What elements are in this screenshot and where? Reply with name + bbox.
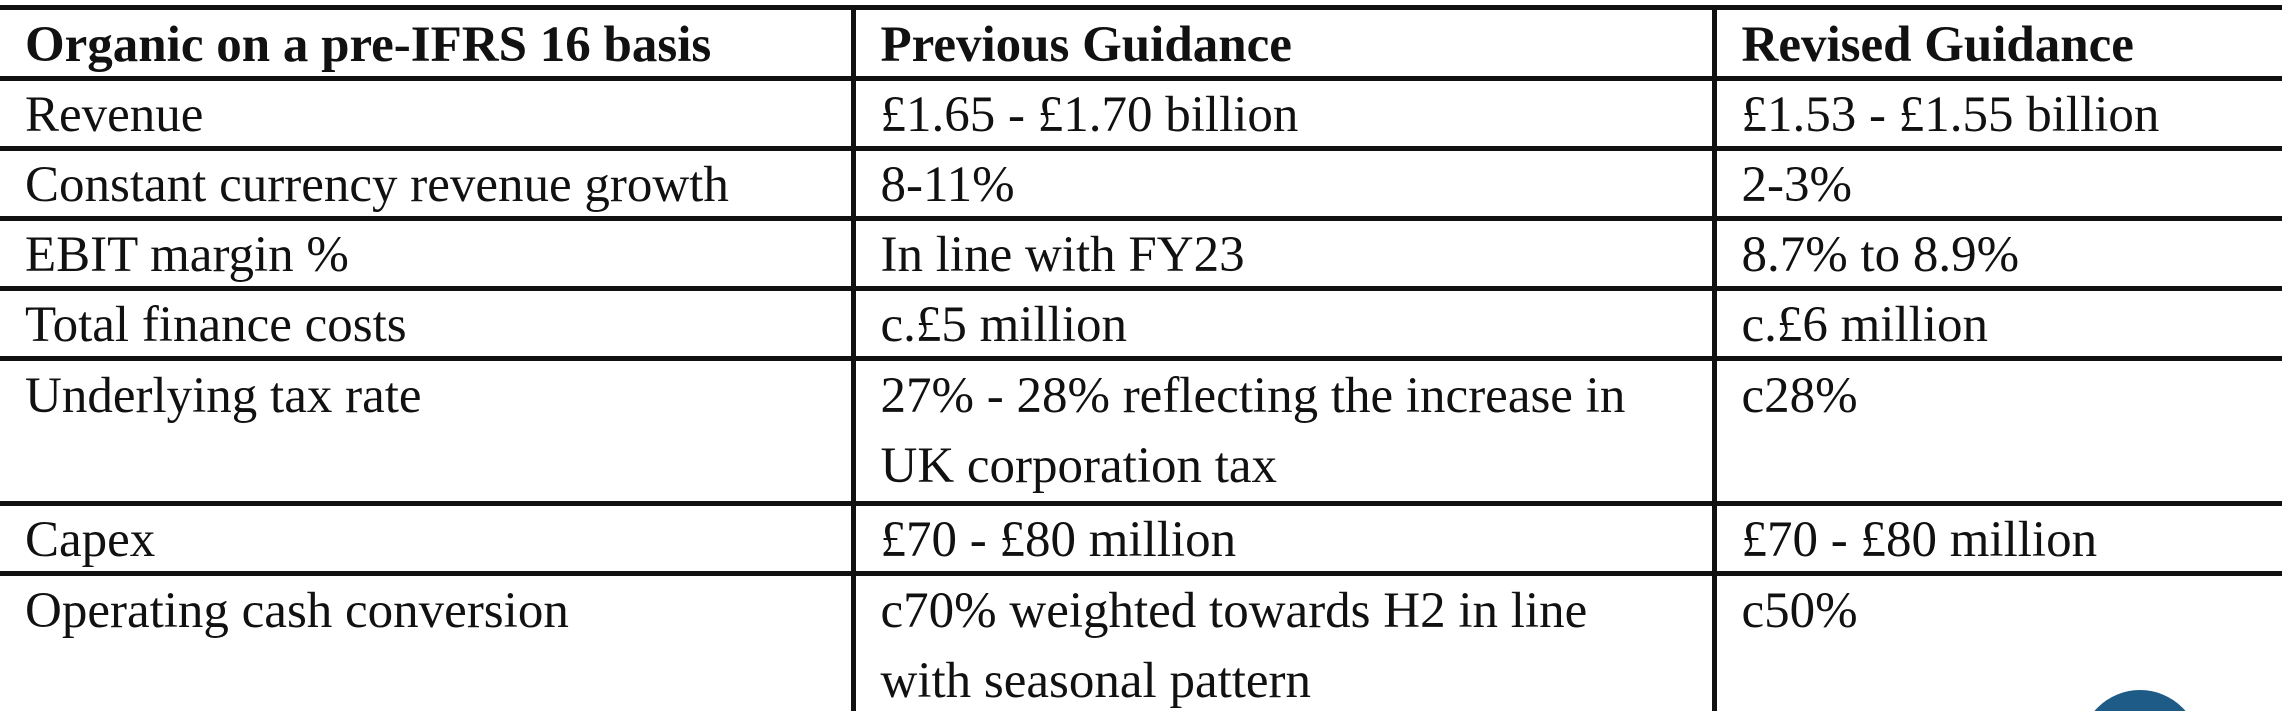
metric-cell: Underlying tax rate: [0, 359, 853, 504]
metric-cell: Operating cash conversion: [0, 574, 853, 711]
table-row: [0, 219, 2282, 289]
table-row: [0, 574, 2282, 711]
previous-guidance-cell: 27% - 28% reflecting the increase in UK corporation tax: [853, 359, 1714, 504]
revised-guidance-cell: 8.7% to 8.9%: [1714, 219, 2282, 289]
metric-cell: Capex: [0, 504, 853, 574]
table-row: [0, 289, 2282, 359]
header-metric: Organic on a pre-IFRS 16 basis: [0, 8, 853, 79]
metric-cell: Constant currency revenue growth: [0, 149, 853, 219]
table-row: [0, 79, 2282, 149]
revised-guidance-cell: c28%: [1714, 359, 2282, 504]
table-row: [0, 359, 2282, 504]
metric-cell: EBIT margin %: [0, 219, 853, 289]
table-row: [0, 149, 2282, 219]
metric-cell: Total finance costs: [0, 289, 853, 359]
header-row: [0, 8, 2282, 79]
revised-guidance-cell: £70 - £80 million: [1714, 504, 2282, 574]
revised-guidance-cell: c.£6 million: [1714, 289, 2282, 359]
revised-guidance-cell: £1.53 - £1.55 billion: [1714, 79, 2282, 149]
table-row: [0, 504, 2282, 574]
previous-guidance-cell: c70% weighted towards H2 in line with seasonal pattern: [853, 574, 1714, 711]
previous-guidance-cell: £1.65 - £1.70 billion: [853, 79, 1714, 149]
revised-guidance-cell: c50%: [1714, 574, 2282, 711]
previous-guidance-cell: 8-11%: [853, 149, 1714, 219]
header-revised-guidance: Revised Guidance: [1714, 8, 2282, 79]
revised-guidance-cell: 2-3%: [1714, 149, 2282, 219]
metric-cell: Revenue: [0, 79, 853, 149]
header-previous-guidance: Previous Guidance: [853, 8, 1714, 79]
guidance-table: [0, 5, 2282, 711]
previous-guidance-cell: £70 - £80 million: [853, 504, 1714, 574]
previous-guidance-cell: In line with FY23: [853, 219, 1714, 289]
previous-guidance-cell: c.£5 million: [853, 289, 1714, 359]
